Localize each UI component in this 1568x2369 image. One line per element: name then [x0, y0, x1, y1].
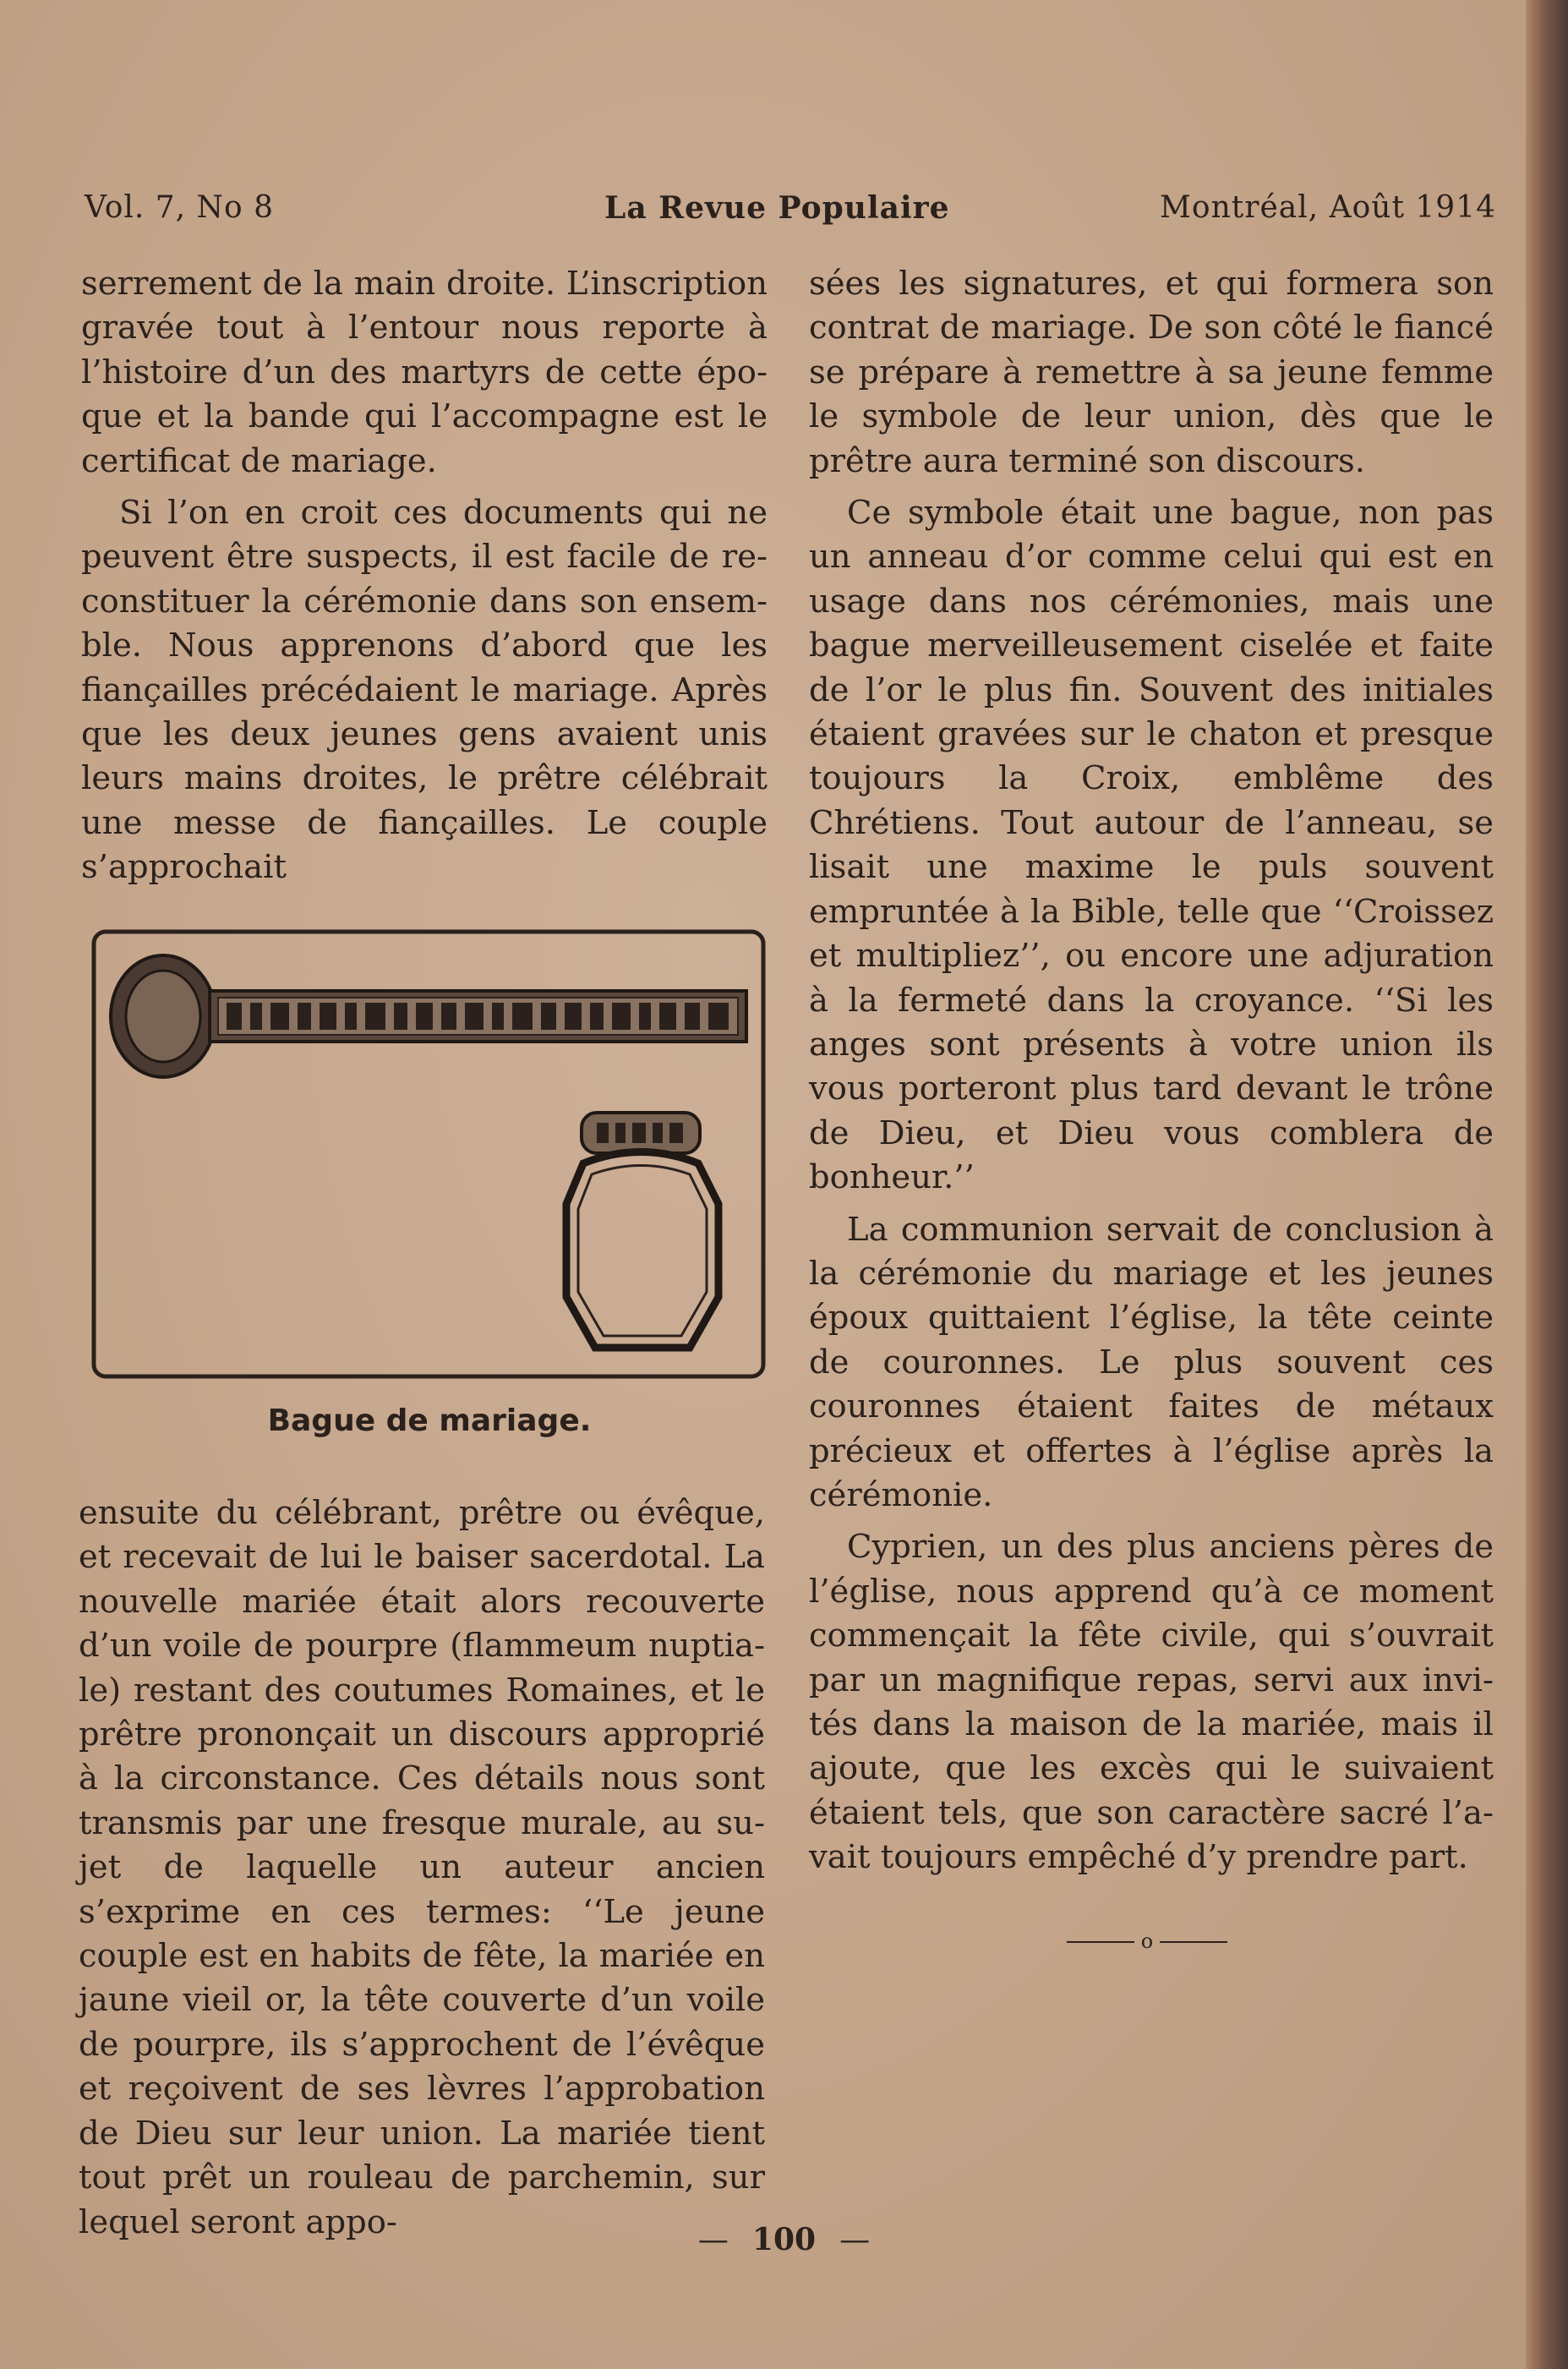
running-header	[85, 190, 1496, 233]
footer-dash-left: —	[697, 2223, 729, 2257]
left-column-bottom	[79, 1491, 765, 2245]
right-column	[809, 262, 1494, 1880]
paragraph: Cyprien, un des plus anciens pères de l’église, nous apprend qu’à ce moment commençait la fête civile, qui s’ouvrait par un magnifique repas, servi aux invités dans la maison de la mariée, mais il ajoute, que les excès qui le suivaient étaient tels, que son caractère sacré l’avait toujours empêché d’y prendre part.	[809, 1528, 1494, 1877]
paragraph: Si l’on en croit ces documents qui ne peuvent être suspects, il est facile de reconstituer la cérémonie dans son ensemble. Nous apprenons d’abord que les fiançailles précédaient le mariage. Après que les deux jeunes gens avaient unis leurs mains droites, le prêtre célébrait une messe de fiançailles. Le couple s’approchait	[81, 494, 768, 887]
page-footer	[0, 2222, 1568, 2257]
figure-caption: Bague de mariage.	[267, 1403, 592, 1438]
paragraph: sées les signatures, et qui formera son contrat de mariage. De son côté le fiancé se prépare à remettre à sa jeune femme le symbole de leur union, dès que le prêtre aura terminé son discours.	[809, 265, 1494, 480]
page-number: 100	[751, 2222, 817, 2257]
ring-illustration	[91, 925, 768, 1383]
journal-title: La Revue Populaire	[604, 190, 950, 226]
footer-dash-right: —	[839, 2223, 871, 2257]
ornament-glyph: o	[1140, 1929, 1154, 1953]
ring-drawing	[566, 1113, 718, 1348]
paragraph: ensuite du célébrant, prêtre ou évêque, et recevait de lui le baiser sacerdotal. La nouvelle mariée était alors recouverte d’un voile de pourpre (flammeum nuptiale) restant des coutumes Romaines, et le prêtre prononçait un discours approprié à la circonstance. Ces détails nous sont transmis par une fresque murale, au sujet de laquelle un auteur ancien s’exprime en ces termes: ‘‘Le jeune couple est en habits de fête, la mariée en jaune vieil or, la tête couverte d’un voile de pourpre, ils s’approchent de l’évêque et reçoivent de ses lèvres l’approbation de Dieu sur leur union. La mariée tient tout prêt un rouleau de parchemin, sur lequel seront appo-	[79, 1494, 765, 2241]
section-ornament	[1067, 1929, 1227, 1955]
paragraph: serrement de la main droite. L’inscription gravée tout à l’entour nous reporte à l’histoire d’un des martyrs de cette époque et la bande qui l’accompagne est le certificat de mariage.	[81, 265, 768, 480]
page-binding-edge	[1526, 0, 1568, 2369]
place-date: Montréal, Août 1914	[1160, 190, 1496, 225]
wedding-ring-engraving-icon	[91, 925, 768, 1383]
volume-number: Vol. 7, No 8	[85, 190, 275, 225]
paragraph: La communion servait de conclusion à la cérémonie du mariage et les jeunes époux quittaient l’église, la tête ceinte de couronnes. Le plus souvent ces couronnes étaient faites de métaux précieux et offertes à l’église après la cérémonie.	[809, 1210, 1494, 1514]
ring-band-drawing	[111, 955, 746, 1077]
left-column-top	[81, 262, 768, 890]
paragraph: Ce symbole était une bague, non pas un anneau d’or comme celui qui est en usage dans nos cérémonies, mais une bague merveilleusement ciselée et faite de l’or le plus fin. Souvent des initiales étaient gravées sur le chaton et presque toujours la Croix, emblême des Chrétiens. Tout autour de l’anneau, se lisait une maxime le puls souvent empruntée à la Bible, telle que ‘‘Croissez et multipliez’’, ou encore une adjuration à la fermeté dans la croyance. ‘‘Si les anges sont présents à votre union ils vous porteront plus tard devant le trône de Dieu, et Dieu vous comblera de bonheur.’’	[809, 494, 1494, 1197]
